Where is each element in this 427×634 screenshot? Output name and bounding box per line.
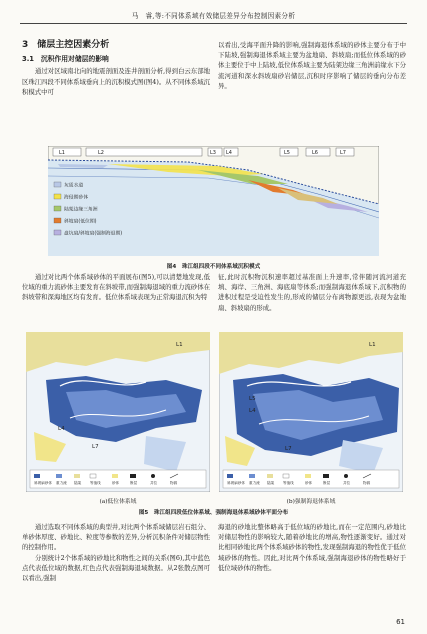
legend-label: 断层	[323, 481, 331, 485]
running-header: 马 睿,等:不同体系域有效储层差异分布控制因素分析	[20, 10, 407, 24]
legend-label: 斜坡扇砂体	[34, 481, 52, 485]
legend-label: 井位	[343, 481, 351, 485]
map-label: L4	[249, 408, 256, 414]
legend-label: 断层	[130, 481, 138, 485]
paragraph: 通过选取不同体系域的典型井,对比两个体系域储层岩石组分、单砂体厚度、砂地比、粒度等参数的差异,分析沉积条件对储层物性的控制作用。	[22, 523, 210, 552]
figure-5b-map-forced-regression	[219, 332, 403, 492]
middle-left-column	[22, 272, 210, 303]
bottom-left-column	[22, 522, 210, 583]
figure-4-caption: 图4 珠江组四段不同体系域沉积模式	[166, 264, 261, 270]
top-right-column	[218, 40, 406, 91]
paragraph: 征,此时沉积物沉积速率超过基准面上升速率,常伴随河流河道充填、海岸、三角洲、海底扇等体系;而强制海退体系域下,沉积物的进积过程是受迫性发生的,形成的储层分布离物源更远,表现为盆地扇、斜坡扇的形成。	[218, 273, 406, 312]
legend-label: 盘坑扇/斜坡扇(强制海退期)	[64, 231, 123, 237]
legend-label: 重力流	[249, 481, 260, 485]
figure-4-depositional-model	[48, 146, 379, 256]
legend-label: 等值线	[90, 481, 101, 485]
zone-label: L6	[312, 150, 318, 156]
middle-right-column	[218, 272, 406, 313]
figure-5b-subcaption: (b)强制海退体系域	[286, 499, 336, 505]
legend-label: 斜坡扇(低位期)	[64, 219, 97, 225]
zone-label: L3	[210, 150, 216, 156]
map-label: L4	[58, 426, 65, 432]
legend-label: 重力流	[56, 481, 67, 485]
paragraph: 分别统计2个体系域的砂地比和物性之间的关系(图6),其中蓝色点代表低位域的数据,红色点代表强制海退域数据。从2张散点图可以看出,强制	[22, 553, 210, 583]
paragraph: 以看出,受海平面升降的影响,强制海退体系域的砂体主要分布于中下陆坡,强制海退体系域主要为盆地扇、斜坡扇;而低位体系域的砂体主要位于中上陆坡,低位体系域主要为陆架边缘三角洲前缘水下分流河道和深水斜坡扇砂岩储层,沉积时序影响了储层的垂向分布差异。	[218, 41, 406, 90]
page-number: 61	[396, 618, 405, 626]
zone-label: L7	[340, 150, 346, 156]
legend-label: 砂体	[112, 481, 120, 485]
subsection-title: 3.1 沉积作用对储层的影响	[22, 55, 109, 64]
bottom-right-column	[218, 522, 406, 573]
map-label: L1	[369, 342, 376, 348]
section-title: 3 储层主控因素分析	[22, 40, 110, 50]
map-label: L7	[92, 444, 99, 450]
legend-label: 灰质水道	[64, 183, 84, 189]
paragraph: 海退的砂地比整体略高于低位域的砂地比,而在一定范围内,砂地比对储层物性的影响较大,随着砂地比的增高,物性逐渐变好。通过对比相同砂地比两个体系域砂体的物性,发现强制海退的物性优于低位域砂体的物性。因此,对比两个体系域,强制海退砂体的物性略好于低位域砂体的物性。	[218, 523, 406, 572]
legend-label: 物源	[170, 481, 178, 485]
legend-label: 砂体	[305, 481, 313, 485]
zone-label: L5	[284, 150, 290, 156]
paragraph: 通过对区域南北向的地震剖面及连井剖面分析,得到白云东部地区珠江四段不同体系域垂向上的沉积模式图(图4)。从不同体系域沉积模式中可	[22, 67, 210, 96]
zone-label: L2	[98, 150, 104, 156]
legend-label: 陆架	[267, 481, 275, 485]
map-label: L1	[176, 342, 183, 348]
legend-label: 海侵期砂体	[64, 195, 88, 201]
zone-label: L4	[226, 150, 232, 156]
legend-label: 陆架	[74, 481, 82, 485]
top-left-column	[22, 40, 210, 97]
legend-label: 陆架边缘三角洲	[64, 207, 98, 213]
map-label: L7	[285, 446, 292, 452]
zone-label: L1	[59, 150, 65, 156]
legend-label: 物源	[363, 481, 371, 485]
figure-5a-subcaption: (a)低位体系域	[99, 499, 137, 505]
paragraph: 通过对比两个体系域砂体的平面展布(图5),可以清楚地发现,低位域的重力流砂体主要发育在斜坡带,而强制海退域的重力流砂体在斜坡带和深海地区均有发育。低位体系域表现为正常海退沉积为特	[22, 273, 210, 302]
legend-label: 斜坡扇砂体	[227, 481, 245, 485]
map-label: L5	[249, 396, 256, 402]
legend-label: 等值线	[283, 481, 294, 485]
figure-5a-map-lowstand	[26, 332, 210, 492]
legend-label: 井位	[150, 481, 158, 485]
figure-5-caption: 图5 珠江组四段低位体系域、强制海退体系域砂体平面分布	[138, 510, 289, 516]
